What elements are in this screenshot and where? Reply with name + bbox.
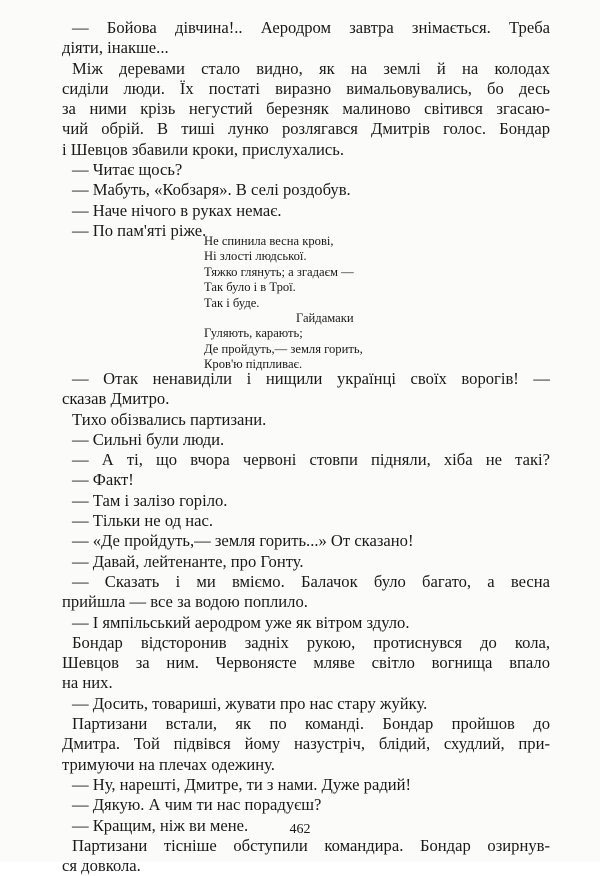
text-line: — І ямпільський аеродром уже як вітром здуло.: [72, 612, 410, 632]
poem-quote: [204, 234, 464, 373]
text-line: — Сильні були люди.: [72, 429, 225, 449]
text-line: — Досить, товариші, жувати про нас стару жуйку.: [72, 693, 428, 713]
poem-line: Не спинила весна крові,: [204, 234, 334, 248]
poem-line: Тяжко глянуть; а згадаєм —: [204, 264, 354, 279]
prose-block-bottom: [62, 369, 550, 876]
poem-line: Так і буде.: [204, 295, 260, 310]
text-line: Партизани тісніше обступили командира. Бондар озирнув-: [72, 835, 550, 855]
text-line: Дмитра. Той підвівся йому назустріч, блідий, схудлий, при-: [62, 734, 550, 754]
text-line: — Мабуть, «Кобзаря». В селі роздобув.: [72, 180, 351, 200]
poem-title: Гайдамаки: [296, 310, 354, 325]
text-line: — По пам'яті ріже.: [72, 220, 207, 240]
text-line: прийшла — все за водою поплило.: [62, 592, 308, 612]
text-line: Шевцов за ним. Червонясте мляве світло вогнища впало: [62, 653, 550, 673]
prose-block-top: [62, 18, 550, 241]
text-line: — Факт!: [72, 470, 134, 490]
text-line: — Там і залізо горіло.: [72, 490, 228, 510]
text-line: — Кращим, ніж ви мене.: [72, 815, 249, 835]
text-line: — Наче нічого в руках немає.: [72, 200, 282, 220]
poem-line: Гуляють, карають;: [204, 326, 303, 341]
text-line: — Читає щось?: [72, 160, 183, 180]
text-line: чий обрій. В тиші лунко розлягався Дмитрів голос. Бондар: [62, 119, 550, 139]
text-line: Бондар відсторонив задніх рукою, протиснувся до кола,: [72, 632, 550, 652]
poem-line: Кров'ю підпливає.: [204, 357, 303, 372]
text-line: — Тільки не од нас.: [72, 511, 213, 531]
text-line: Між деревами стало видно, як на землі й на колодах: [72, 58, 550, 78]
text-line: діяти, інакше...: [62, 38, 169, 58]
poem-line: Ні злості людської.: [204, 249, 307, 264]
text-line: — Ну, нарешті, Дмитре, ти з нами. Дуже радий!: [72, 774, 412, 794]
poem-line: Де пройдуть,— земля горить,: [204, 341, 363, 356]
text-line: — Бойова дівчина!.. Аеродром завтра знімається. Треба: [72, 18, 550, 37]
text-line: ся довкола.: [62, 856, 141, 876]
text-line: і Шевцов збавили кроки, прислухались.: [62, 139, 344, 159]
text-line: — Дякую. А чим ти нас порадуєш?: [72, 795, 322, 815]
text-line: на них.: [62, 673, 113, 693]
page-number: 462: [289, 822, 311, 837]
text-line: — «Де пройдуть,— земля горить...» От сказано!: [72, 531, 414, 551]
text-line: Партизани встали, як по команді. Бондар пройшов до: [72, 714, 550, 734]
text-line: — Отак ненавиділи і нищили українці своїх ворогів! —: [72, 369, 550, 388]
text-line: — Сказать і ми вміємо. Балачок було багато, а весна: [72, 571, 550, 591]
text-line: за ними крізь негустий березняк малиново світився згасаю-: [62, 99, 550, 119]
text-line: тримуючи на плечах одежину.: [62, 754, 275, 774]
text-line: сказав Дмитро.: [62, 389, 170, 409]
text-line: — А ті, що вчора червоні стовпи підняли, хіба не такі?: [72, 450, 550, 470]
text-line: Тихо обізвались партизани.: [72, 409, 267, 429]
text-line: — Давай, лейтенанте, про Гонту.: [72, 551, 304, 571]
poem-line: Так було і в Трої.: [204, 280, 296, 295]
text-line: сиділи люди. Їх постаті виразно вимальовувались, бо десь: [62, 78, 550, 98]
